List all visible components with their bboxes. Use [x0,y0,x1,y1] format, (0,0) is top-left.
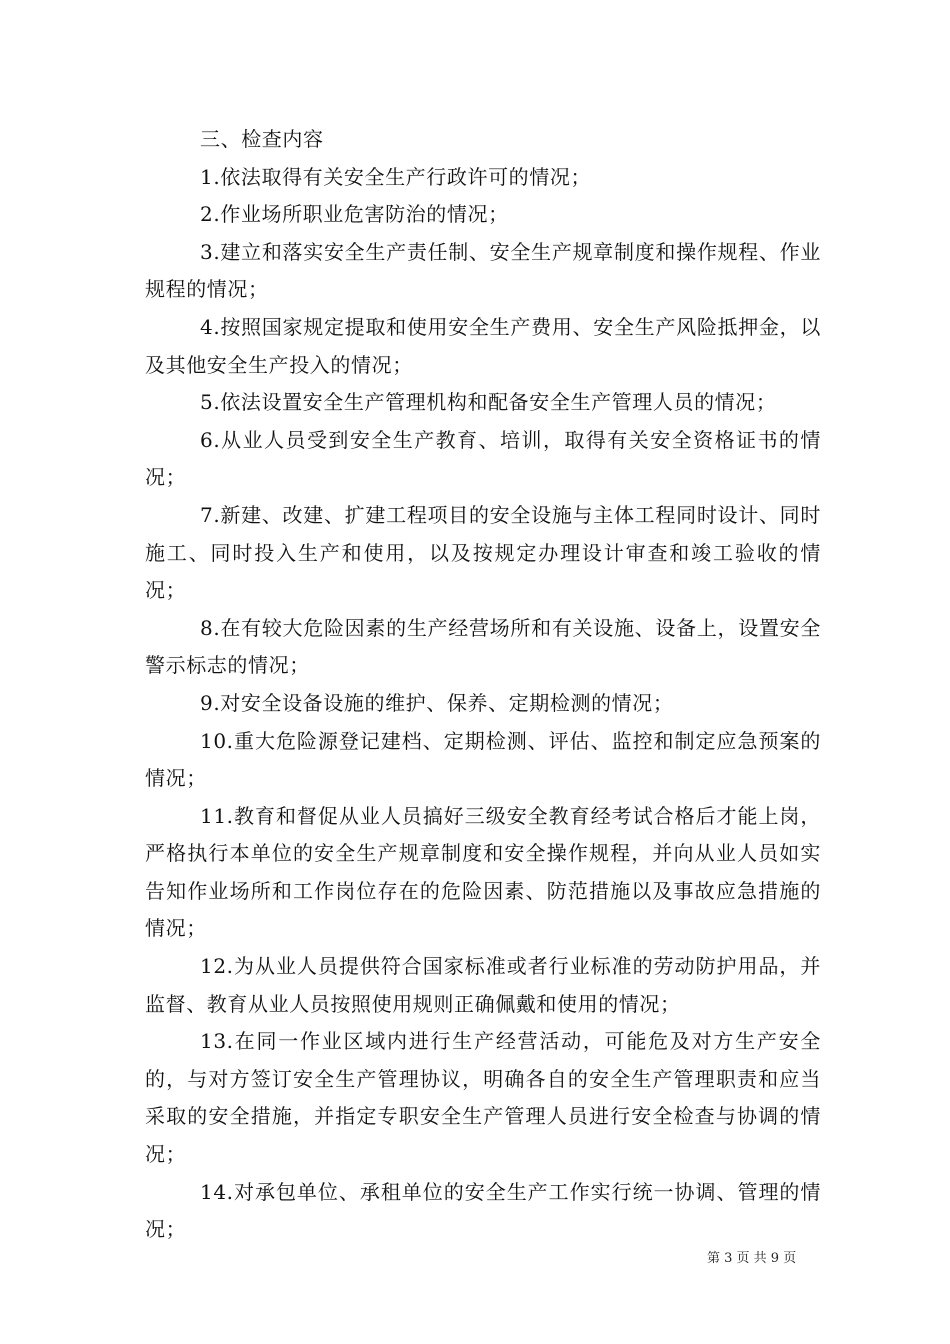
list-item-4: 4.按照国家规定提取和使用安全生产费用、安全生产风险抵押金，以及其他安全生产投入的情况； [145,314,821,377]
page-number: 第 3 页 共 9 页 [707,1251,797,1266]
list-item-7: 7.新建、改建、扩建工程项目的安全设施与主体工程同时设计、同时施工、同时投入生产和使用，以及按规定办理设计审查和竣工验收的情况； [145,502,821,603]
list-item-13: 13.在同一作业区域内进行生产经营活动，可能危及对方生产安全的，与对方签订安全生产管理协议，明确各自的安全生产管理职责和应当采取的安全措施，并指定专职安全生产管理人员进行安全检查与协调的情况； [145,1029,821,1167]
list-item-3: 3.建立和落实安全生产责任制、安全生产规章制度和操作规程、作业规程的情况； [145,239,821,302]
list-item-11: 11.教育和督促从业人员搞好三级安全教育经考试合格后才能上岗，严格执行本单位的安全生产规章制度和安全操作规程，并向从业人员如实告知作业场所和工作岗位存在的危险因素、防范措施以及事故应急措施的情况； [145,803,821,941]
list-item-9: 9.对安全设备设施的维护、保养、定期检测的情况； [200,690,674,715]
document-body [145,121,821,1249]
list-item-1: 1.依法取得有关安全生产行政许可的情况； [200,164,592,189]
list-item-12: 12.为从业人员提供符合国家标准或者行业标准的劳动防护用品，并监督、教育从业人员按照使用规则正确佩戴和使用的情况； [145,954,821,1016]
list-item-8: 8.在有较大危险因素的生产经营场所和有关设施、设备上，设置安全警示标志的情况； [145,615,821,678]
list-item-5: 5.依法设置安全生产管理机构和配备安全生产管理人员的情况； [200,390,777,415]
list-item-2: 2.作业场所职业危害防治的情况； [200,202,509,227]
list-item-14: 14.对承包单位、承租单位的安全生产工作实行统一协调、管理的情况； [145,1179,821,1242]
list-item-10: 10.重大危险源登记建档、定期检测、评估、监控和制定应急预案的情况； [145,728,821,791]
list-item-6: 6.从业人员受到安全生产教育、培训，取得有关安全资格证书的情况； [145,427,821,490]
section-heading: 三、检查内容 [200,127,324,151]
